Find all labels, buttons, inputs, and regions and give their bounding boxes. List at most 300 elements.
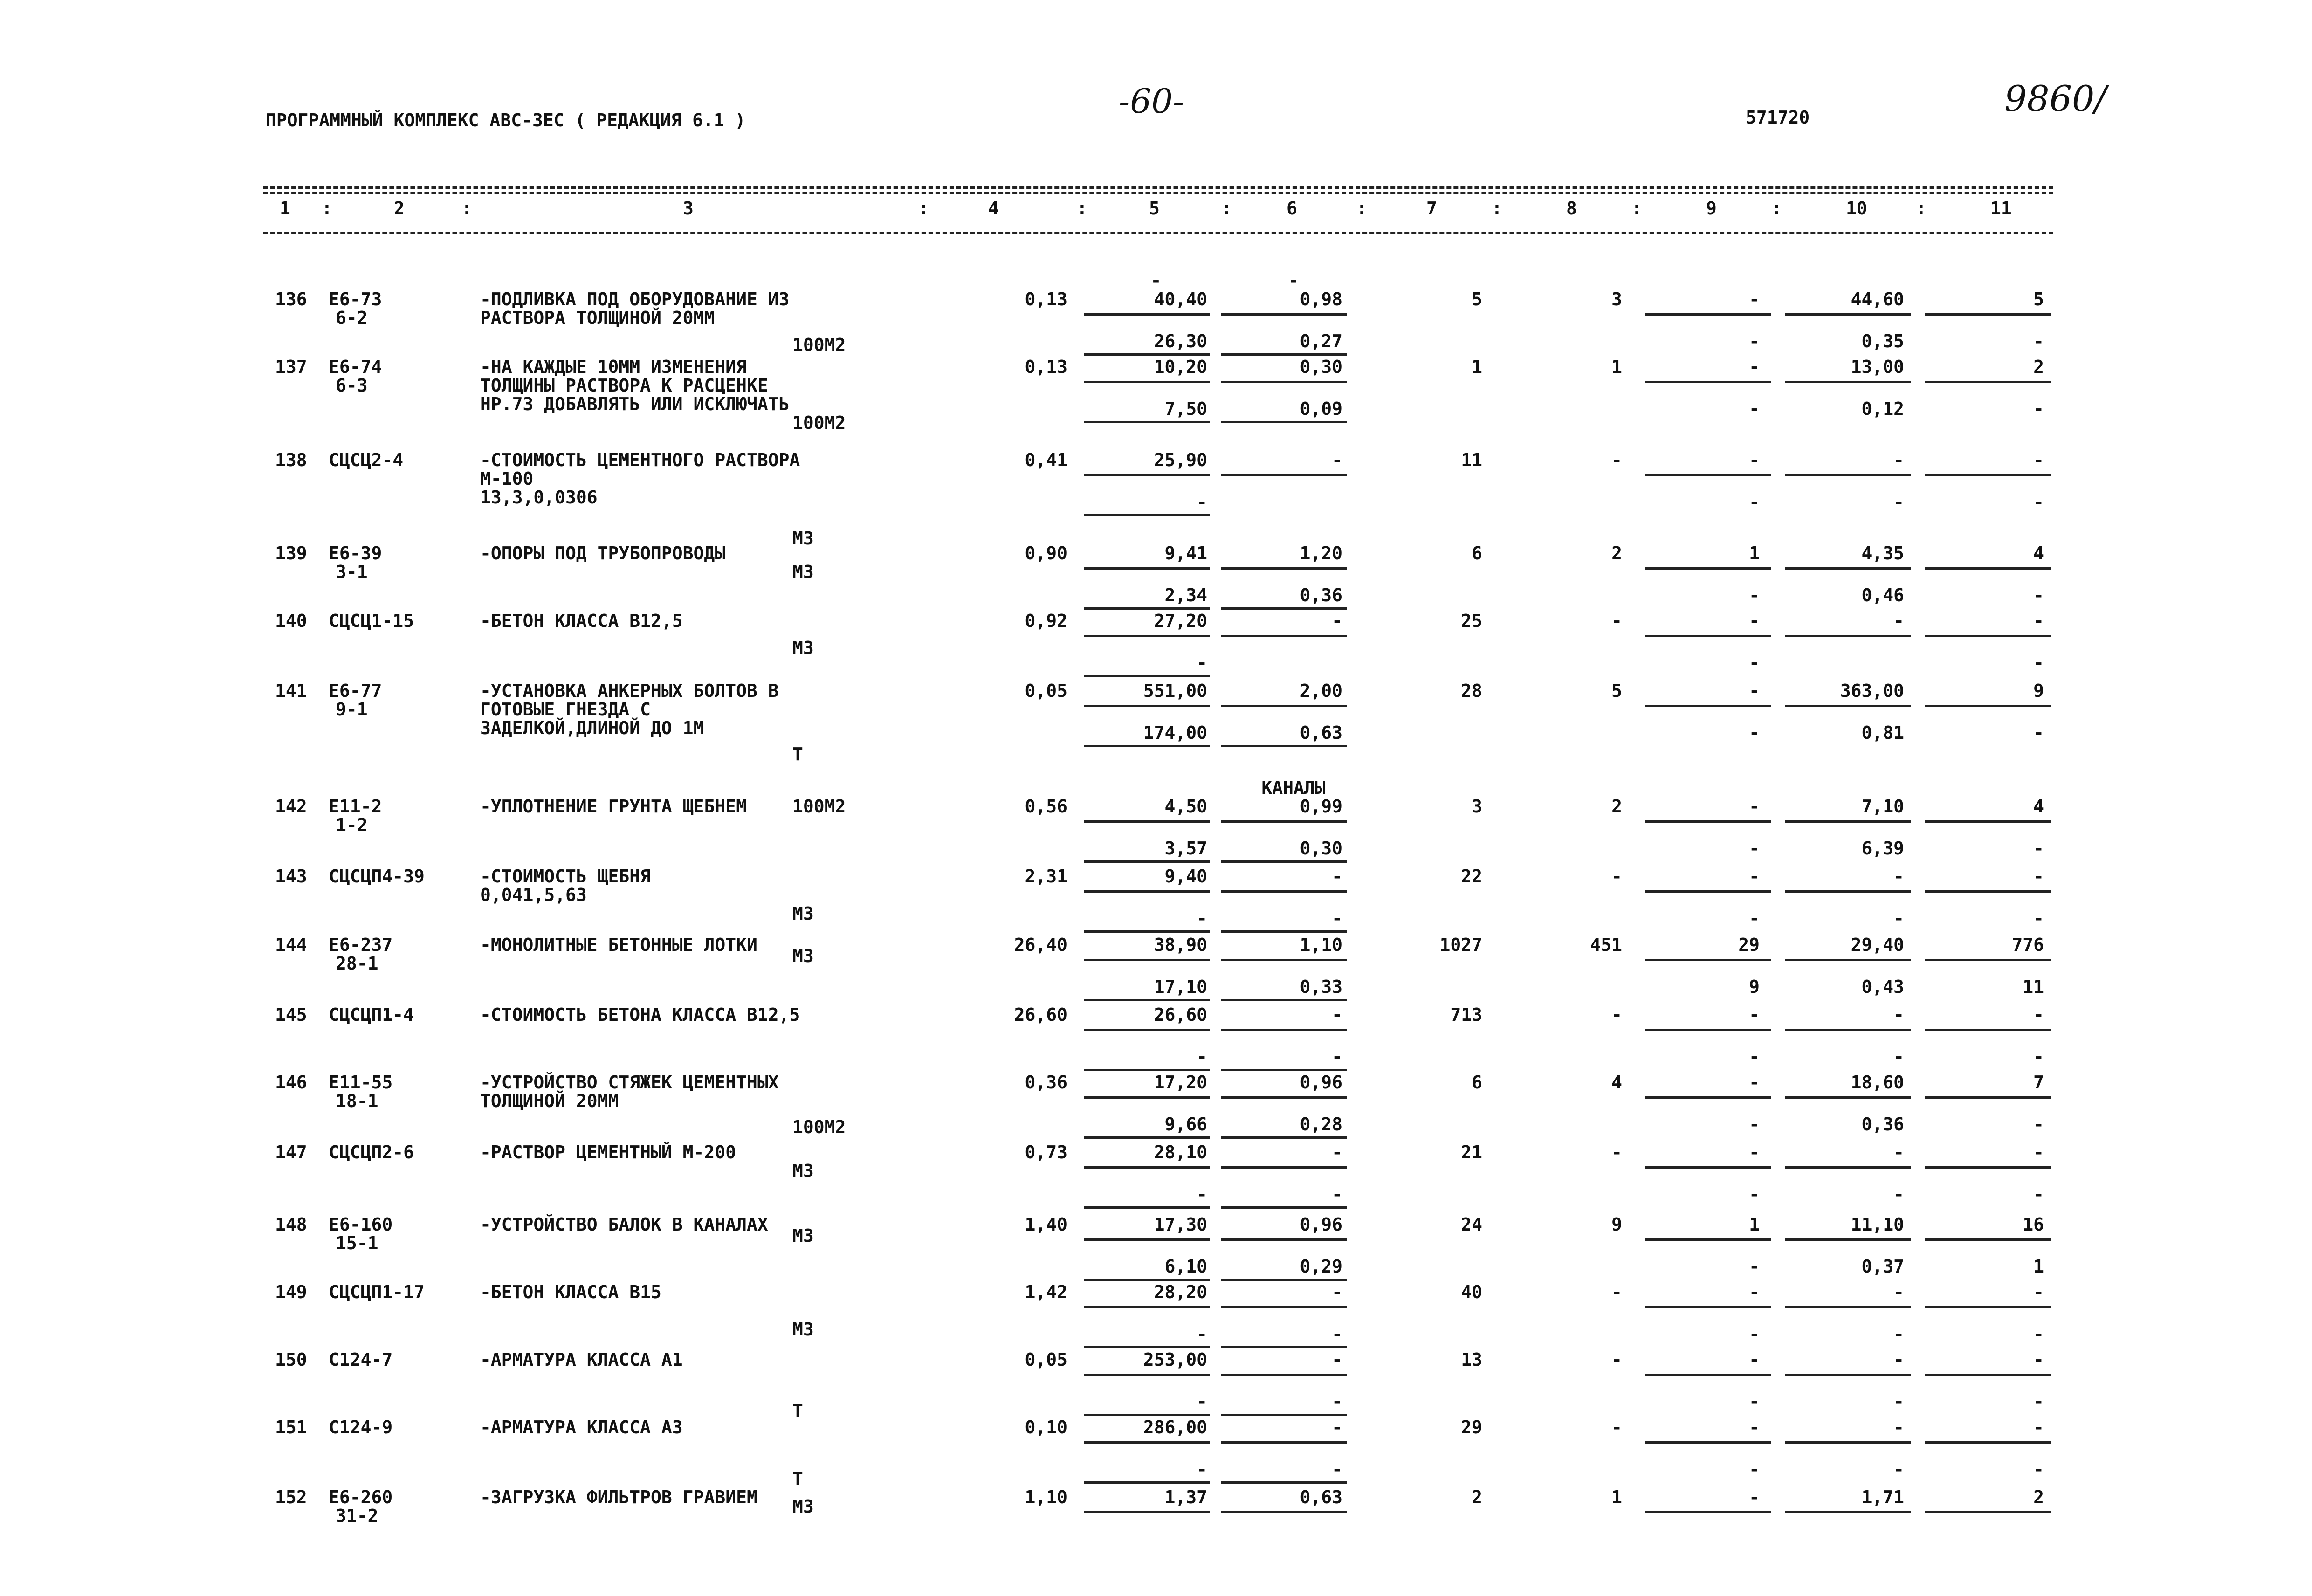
price-second: - — [1197, 492, 1207, 512]
col11-rule — [1925, 1374, 2051, 1376]
col6-second: 0,27 — [1300, 331, 1342, 351]
price-main: 253,00 — [1143, 1349, 1207, 1370]
row-quantity: 0,73 — [1025, 1142, 1067, 1163]
row-description: ЗАДЕЛКОЙ,ДЛИНОЙ ДО 1М — [480, 718, 704, 738]
col7-value: 3 — [1472, 796, 1482, 817]
col9-rule — [1645, 635, 1771, 637]
col10-second: - — [1893, 1391, 1904, 1412]
row-unit: 100М2 — [792, 335, 846, 355]
price-rule-2 — [1084, 514, 1210, 516]
col7-value: 40 — [1461, 1282, 1482, 1302]
col8-value: 4 — [1611, 1072, 1622, 1093]
price-second: - — [1197, 1459, 1207, 1479]
col9-second: - — [1749, 1046, 1760, 1067]
col11-value: - — [2033, 866, 2044, 887]
col10-rule — [1785, 1096, 1911, 1099]
col10-value: - — [1893, 1004, 1904, 1025]
price-second: 9,66 — [1164, 1114, 1207, 1135]
col11-second: - — [2033, 1046, 2044, 1067]
col9-rule — [1645, 1441, 1771, 1444]
col6-rule — [1221, 1029, 1347, 1031]
row-number: 136 — [275, 289, 307, 310]
price-rule-2 — [1084, 675, 1210, 677]
col6-main: 0,63 — [1300, 1487, 1342, 1507]
row-quantity: 1,10 — [1025, 1487, 1067, 1507]
col9-value: 1 — [1749, 543, 1760, 564]
col6-main: 1,20 — [1300, 543, 1342, 564]
price-rule — [1084, 635, 1210, 637]
col10-second: 0,43 — [1861, 977, 1904, 997]
row-code: СЦСЦП1-4 — [329, 1004, 414, 1025]
row-quantity: 0,56 — [1025, 796, 1067, 817]
column-separator: : — [918, 198, 929, 219]
col10-rule — [1785, 1306, 1911, 1308]
price-second: - — [1197, 1391, 1207, 1412]
price-main: 9,40 — [1164, 866, 1207, 887]
col6-rule-2 — [1221, 745, 1347, 747]
col6-main: - — [1332, 1417, 1342, 1438]
row-number: 152 — [275, 1487, 307, 1507]
col8-value: 3 — [1611, 289, 1622, 310]
col6-main: - — [1332, 1349, 1342, 1370]
col6-rule-2 — [1221, 860, 1347, 863]
col10-rule — [1785, 1166, 1911, 1169]
price-rule-2 — [1084, 421, 1210, 423]
col11-rule — [1925, 1306, 2051, 1308]
col9-value: - — [1749, 1487, 1760, 1507]
col9-rule — [1645, 1029, 1771, 1031]
col11-value: 2 — [2033, 357, 2044, 377]
col6-rule — [1221, 635, 1347, 637]
col11-value: 9 — [2033, 681, 2044, 701]
row-unit: М3 — [792, 562, 814, 582]
price-main: 10,20 — [1154, 357, 1207, 377]
price-rule — [1084, 313, 1210, 316]
col10-second: 0,12 — [1861, 399, 1904, 419]
price-rule — [1084, 567, 1210, 570]
col9-second: - — [1749, 1324, 1760, 1344]
row-description: -БЕТОН КЛАССА В15 — [480, 1282, 661, 1302]
col6-rule — [1221, 705, 1347, 707]
col10-value: - — [1893, 1282, 1904, 1302]
col6-second: - — [1332, 1459, 1342, 1479]
col11-rule — [1925, 1441, 2051, 1444]
col6-rule-2 — [1221, 1136, 1347, 1139]
col11-rule — [1925, 1238, 2051, 1241]
row-number: 139 — [275, 543, 307, 564]
col6-main: 1,10 — [1300, 935, 1342, 955]
row-description: -МОНОЛИТНЫЕ БЕТОННЫЕ ЛОТКИ — [480, 935, 757, 955]
row-code: Е6-74 — [329, 357, 382, 377]
row-number: 150 — [275, 1349, 307, 1370]
price-second: 174,00 — [1143, 722, 1207, 743]
price-rule — [1084, 959, 1210, 961]
price-second: 17,10 — [1154, 977, 1207, 997]
col9-rule — [1645, 820, 1771, 823]
col11-second: - — [2033, 492, 2044, 512]
row-description: -РАСТВОР ЦЕМЕНТНЫЙ М-200 — [480, 1142, 736, 1163]
col6-rule-2 — [1221, 1481, 1347, 1484]
price-main: 28,10 — [1154, 1142, 1207, 1163]
price-rule-2 — [1084, 1414, 1210, 1416]
col7-value: 28 — [1461, 681, 1482, 701]
col9-second: - — [1749, 1184, 1760, 1204]
handwritten-mark: 9860/ — [2004, 78, 2107, 119]
row-description: -ПОДЛИВКА ПОД ОБОРУДОВАНИЕ ИЗ — [480, 289, 790, 310]
col7-value: 29 — [1461, 1417, 1482, 1438]
col10-value: 11,10 — [1851, 1214, 1904, 1235]
row-quantity: 0,90 — [1025, 543, 1067, 564]
col11-value: 7 — [2033, 1072, 2044, 1093]
row-description: -УПЛОТНЕНИЕ ГРУНТА ЩЕБНЕМ — [480, 796, 747, 817]
col11-value: - — [2033, 1142, 2044, 1163]
col11-second: 1 — [2033, 1256, 2044, 1277]
col11-second: - — [2033, 1184, 2044, 1204]
col10-value: - — [1893, 866, 1904, 887]
col11-rule — [1925, 959, 2051, 961]
col11-value: 5 — [2033, 289, 2044, 310]
col6-rule — [1221, 820, 1347, 823]
col6-main: 0,96 — [1300, 1072, 1342, 1093]
row-number: 137 — [275, 357, 307, 377]
row-quantity: 1,42 — [1025, 1282, 1067, 1302]
column-header-5: 5 — [1149, 198, 1160, 219]
col9-second: - — [1749, 331, 1760, 351]
col10-rule — [1785, 1511, 1911, 1513]
column-header-9: 9 — [1706, 198, 1717, 219]
col11-rule — [1925, 635, 2051, 637]
col9-value: - — [1749, 1282, 1760, 1302]
col6-rule — [1221, 1441, 1347, 1444]
col9-second: - — [1749, 399, 1760, 419]
row-code: СЦСЦП2-6 — [329, 1142, 414, 1163]
col9-value: 29 — [1738, 935, 1760, 955]
column-header-8: 8 — [1566, 198, 1577, 219]
row-description: НР.73 ДОБАВЛЯТЬ ИЛИ ИСКЛЮЧАТЬ — [480, 394, 790, 414]
col11-rule — [1925, 890, 2051, 893]
col11-value: - — [2033, 611, 2044, 631]
row-code: Е6-73 — [329, 289, 382, 310]
col10-value: - — [1893, 1417, 1904, 1438]
price-rule-2 — [1084, 745, 1210, 747]
price-main: 1,37 — [1164, 1487, 1207, 1507]
col8-value: - — [1611, 1417, 1622, 1438]
row-description: -УСТРОЙСТВО БАЛОК В КАНАЛАХ — [480, 1214, 768, 1235]
col11-second: - — [2033, 908, 2044, 929]
col8-value: 451 — [1590, 935, 1622, 955]
row-subcode: 15-1 — [336, 1233, 378, 1253]
price-rule — [1084, 705, 1210, 707]
price-main: 26,60 — [1154, 1004, 1207, 1025]
col9-value: - — [1749, 796, 1760, 817]
row-description: -СТОИМОСТЬ БЕТОНА КЛАССА В12,5 — [480, 1004, 800, 1025]
col11-second: - — [2033, 585, 2044, 605]
row-code: Е6-260 — [329, 1487, 393, 1507]
col9-rule — [1645, 567, 1771, 570]
row-unit: М3 — [792, 528, 814, 549]
col7-value: 13 — [1461, 1349, 1482, 1370]
col10-second: - — [1893, 492, 1904, 512]
column-header-2: 2 — [394, 198, 405, 219]
col9-second: - — [1749, 838, 1760, 859]
column-separator: : — [1492, 198, 1502, 219]
column-separator: : — [1221, 198, 1232, 219]
col6-rule-2 — [1221, 1279, 1347, 1281]
col6-rule — [1221, 1166, 1347, 1169]
col10-second: - — [1893, 1324, 1904, 1344]
row-quantity: 2,31 — [1025, 866, 1067, 887]
col10-second: - — [1893, 1184, 1904, 1204]
col7-value: 1027 — [1439, 935, 1482, 955]
col10-second: 6,39 — [1861, 838, 1904, 859]
col10-rule — [1785, 820, 1911, 823]
col11-second: - — [2033, 1114, 2044, 1135]
col10-second: 0,36 — [1861, 1114, 1904, 1135]
price-rule — [1084, 381, 1210, 383]
price-rule-2 — [1084, 860, 1210, 863]
row-subcode: 9-1 — [336, 699, 368, 720]
col9-second: - — [1749, 492, 1760, 512]
col10-rule — [1785, 474, 1911, 476]
price-rule-2 — [1084, 930, 1210, 933]
price-rule — [1084, 1096, 1210, 1099]
col6-rule — [1221, 567, 1347, 570]
price-second: 3,57 — [1164, 838, 1207, 859]
col7-value: 6 — [1472, 543, 1482, 564]
price-main: 17,20 — [1154, 1072, 1207, 1093]
row-unit: М3 — [792, 1496, 814, 1517]
row-description: -ОПОРЫ ПОД ТРУБОПРОВОДЫ — [480, 543, 726, 564]
col9-second: - — [1749, 1114, 1760, 1135]
col11-rule — [1925, 1096, 2051, 1099]
col6-main: 0,98 — [1300, 289, 1342, 310]
price-main: 17,30 — [1154, 1214, 1207, 1235]
col11-value: 776 — [2012, 935, 2044, 955]
price-rule-2 — [1084, 1136, 1210, 1139]
price-second: - — [1197, 1324, 1207, 1344]
price-rule-2 — [1084, 1346, 1210, 1348]
col11-value: - — [2033, 1417, 2044, 1438]
price-rule — [1084, 820, 1210, 823]
row-number: 142 — [275, 796, 307, 817]
col9-value: 1 — [1749, 1214, 1760, 1235]
row-description: 0,041,5,63 — [480, 885, 587, 905]
col11-value: 4 — [2033, 543, 2044, 564]
row-subcode: 31-2 — [336, 1506, 378, 1526]
col10-rule — [1785, 381, 1911, 383]
row-quantity: 0,36 — [1025, 1072, 1067, 1093]
col9-rule — [1645, 1511, 1771, 1513]
col8-value: 1 — [1611, 1487, 1622, 1507]
row-code: Е6-77 — [329, 681, 382, 701]
price-rule-2 — [1084, 1279, 1210, 1281]
price-rule — [1084, 474, 1210, 476]
col11-rule — [1925, 1029, 2051, 1031]
row-code: Е11-2 — [329, 796, 382, 817]
col10-second: 0,35 — [1861, 331, 1904, 351]
col6-rule — [1221, 1511, 1347, 1513]
column-separator: : — [1356, 198, 1367, 219]
row-number: 148 — [275, 1214, 307, 1235]
price-rule — [1084, 1306, 1210, 1308]
col8-value: 5 — [1611, 681, 1622, 701]
col9-rule — [1645, 959, 1771, 961]
col6-main: 0,30 — [1300, 357, 1342, 377]
col6-rule-2 — [1221, 1206, 1347, 1209]
col6-second: - — [1332, 908, 1342, 929]
col6-rule — [1221, 1096, 1347, 1099]
col11-second: - — [2033, 1459, 2044, 1479]
col11-second: - — [2033, 399, 2044, 419]
row-number: 151 — [275, 1417, 307, 1438]
column-separator: : — [322, 198, 332, 219]
row-number: 145 — [275, 1004, 307, 1025]
col6-second: - — [1332, 1046, 1342, 1067]
col11-second: 11 — [2023, 977, 2044, 997]
price-rule — [1084, 1374, 1210, 1376]
column-separator: : — [1916, 198, 1927, 219]
col6-rule — [1221, 1374, 1347, 1376]
col8-value: - — [1611, 1004, 1622, 1025]
col11-rule — [1925, 313, 2051, 316]
col9-value: - — [1749, 611, 1760, 631]
col10-value: 1,71 — [1861, 1487, 1904, 1507]
program-header: ПРОГРАММНЫЙ КОМПЛЕКС АВС-3ЕС ( РЕДАКЦИЯ 6.1 ) — [266, 110, 746, 131]
col9-second: - — [1749, 908, 1760, 929]
row-number: 141 — [275, 681, 307, 701]
column-header-1: 1 — [280, 198, 290, 219]
col9-value: - — [1749, 1072, 1760, 1093]
col11-second: - — [2033, 722, 2044, 743]
col11-rule — [1925, 474, 2051, 476]
row-description: М-100 — [480, 468, 534, 489]
price-rule-2 — [1084, 1069, 1210, 1071]
row-unit: 100М2 — [792, 796, 846, 817]
col8-value: - — [1611, 450, 1622, 470]
col10-second: 0,46 — [1861, 585, 1904, 605]
col6-rule — [1221, 1238, 1347, 1241]
column-header-3: 3 — [683, 198, 694, 219]
row-description: ГОТОВЫЕ ГНЕЗДА С — [480, 699, 651, 720]
col6-main: - — [1332, 1004, 1342, 1025]
col6-rule-2 — [1221, 353, 1347, 356]
row-subcode: 3-1 — [336, 562, 368, 582]
page-number: -60- — [1119, 82, 1184, 121]
col6-second: 0,30 — [1300, 838, 1342, 859]
col8-value: 2 — [1611, 796, 1622, 817]
row-unit: Т — [792, 1401, 803, 1421]
col6-rule-2 — [1221, 1414, 1347, 1416]
col7-value: 2 — [1472, 1487, 1482, 1507]
col9-value: - — [1749, 866, 1760, 887]
col9-second: 9 — [1749, 977, 1760, 997]
col9-rule — [1645, 1306, 1771, 1308]
row-quantity: 0,05 — [1025, 1349, 1067, 1370]
col10-value: - — [1893, 450, 1904, 470]
col11-rule — [1925, 381, 2051, 383]
col10-rule — [1785, 313, 1911, 316]
row-subcode: 28-1 — [336, 953, 378, 974]
col7-value: 22 — [1461, 866, 1482, 887]
row-unit: М3 — [792, 638, 814, 658]
col6-second: 0,63 — [1300, 722, 1342, 743]
price-rule-2 — [1084, 1206, 1210, 1209]
column-separator: : — [1771, 198, 1782, 219]
col7-value: 713 — [1450, 1004, 1482, 1025]
col11-second: - — [2033, 838, 2044, 859]
col9-rule — [1645, 1238, 1771, 1241]
price-rule-2 — [1084, 999, 1210, 1001]
col10-second: - — [1893, 908, 1904, 929]
col6-rule — [1221, 1306, 1347, 1308]
col10-rule — [1785, 1441, 1911, 1444]
price-main: 551,00 — [1143, 681, 1207, 701]
col6-second: 0,09 — [1300, 399, 1342, 419]
table-top-rule — [263, 186, 2053, 189]
row-description: ТОЛЩИНЫ РАСТВОРА К РАСЦЕНКЕ — [480, 375, 768, 396]
col7-value: 1 — [1472, 357, 1482, 377]
price-second: - — [1197, 908, 1207, 929]
row-code: СЦСЦ1-15 — [329, 611, 414, 631]
col6-second: 0,29 — [1300, 1256, 1342, 1277]
column-separator: : — [461, 198, 472, 219]
row-unit: М3 — [792, 1319, 814, 1340]
col9-rule — [1645, 1374, 1771, 1376]
col8-value: 1 — [1611, 357, 1622, 377]
price-main: 286,00 — [1143, 1417, 1207, 1438]
row-subcode: 6-2 — [336, 308, 368, 328]
col10-rule — [1785, 890, 1911, 893]
col11-second: - — [2033, 653, 2044, 673]
col9-value: - — [1749, 1349, 1760, 1370]
column-header-10: 10 — [1846, 198, 1867, 219]
price-second: 6,10 — [1164, 1256, 1207, 1277]
col6-top: КАНАЛЫ — [1261, 777, 1326, 798]
col9-rule — [1645, 1166, 1771, 1169]
col10-rule — [1785, 1374, 1911, 1376]
price-second: - — [1197, 653, 1207, 673]
price-main: 25,90 — [1154, 450, 1207, 470]
col10-value: 7,10 — [1861, 796, 1904, 817]
row-number: 147 — [275, 1142, 307, 1163]
col11-value: 2 — [2033, 1487, 2044, 1507]
price-second: 26,30 — [1154, 331, 1207, 351]
price-second: - — [1197, 1046, 1207, 1067]
col6-second: 0,28 — [1300, 1114, 1342, 1135]
row-code: СЦСЦП4-39 — [329, 866, 425, 887]
row-code: СЦСЦП1-17 — [329, 1282, 425, 1302]
col6-main: - — [1332, 866, 1342, 887]
row-code: Е11-55 — [329, 1072, 393, 1093]
col9-second: - — [1749, 585, 1760, 605]
row-description: -СТОИМОСТЬ ЦЕМЕНТНОГО РАСТВОРА — [480, 450, 800, 470]
col10-second: - — [1893, 1459, 1904, 1479]
price-rule-2 — [1084, 607, 1210, 610]
row-description: -СТОИМОСТЬ ЩЕБНЯ — [480, 866, 651, 887]
row-unit: М3 — [792, 946, 814, 966]
row-unit: Т — [792, 744, 803, 764]
col9-value: - — [1749, 681, 1760, 701]
col10-value: 29,40 — [1851, 935, 1904, 955]
col11-second: - — [2033, 1391, 2044, 1412]
col11-rule — [1925, 1166, 2051, 1169]
col10-value: 363,00 — [1840, 681, 1904, 701]
row-number: 140 — [275, 611, 307, 631]
col6-rule-2 — [1221, 421, 1347, 423]
row-description: РАСТВОРА ТОЛЩИНОЙ 20ММ — [480, 308, 715, 328]
price-top-dash: - — [1150, 270, 1162, 291]
price-rule — [1084, 1441, 1210, 1444]
